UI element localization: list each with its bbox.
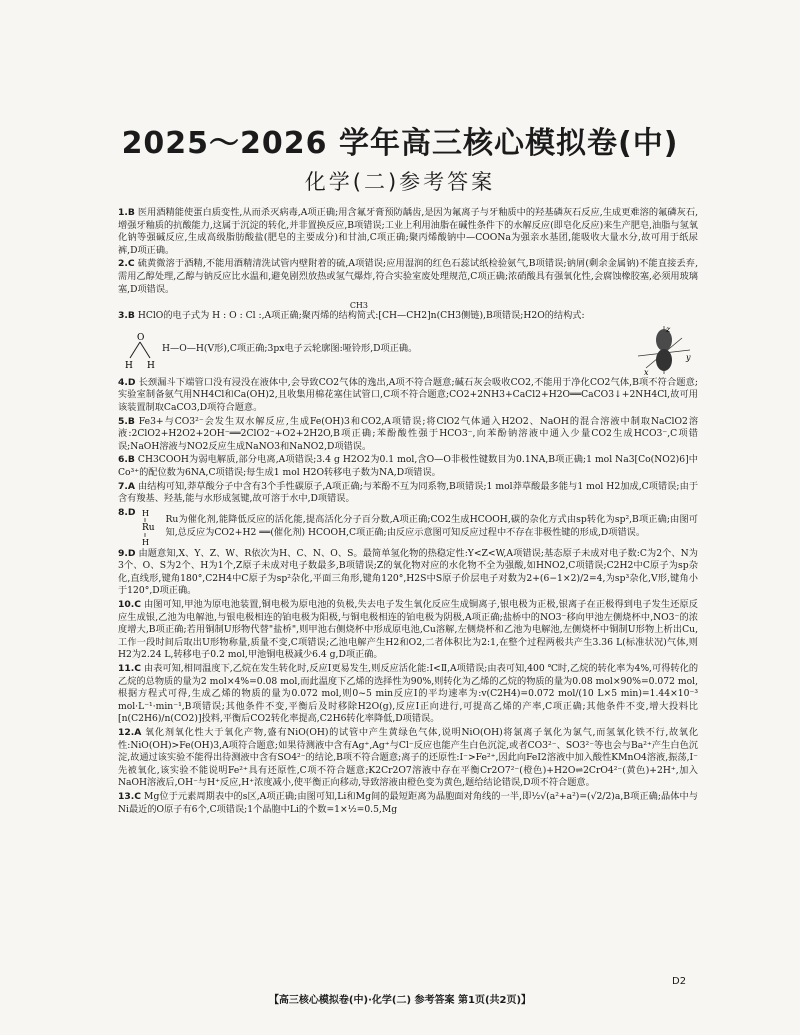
answer-item: 2.C 硫黄微溶于酒精,不能用酒精清洗试管内壁附着的硫,A项错误;应用湿润的红色石蕊试纸检验氨气,B项错误;钠屑(剩余金属钠)不能直接丢弃,需用乙醇处理,乙醇与钠反应比水温和,避免剧烈放热或氢气爆炸,符合实验室废处理规范,C项正确;浓硝酸具有强氧化性,会腐蚀橡胶塞,必须用玻璃塞,D项错误。	[118, 258, 698, 295]
h-atom-label: H	[141, 508, 149, 518]
z-axis-label: z	[666, 324, 671, 334]
water-structure-figure	[122, 328, 158, 372]
answer-item: 5.B Fe3+与CO3²⁻会发生双水解反应,生成Fe(OH)3和CO2,A项错误;将ClO2气体通入H2O2、NaOH的混合溶液中制取NaClO2溶液:2ClO2+H2O2+2OH⁻══2ClO2⁻+O2+2H2O,B项正确;苯酚酸性强于HCO3⁻,向苯酚钠溶液中通入少量CO2生成HCO3⁻,C项错误;NaOH溶液与NO2反应生成NaNO3和NaNO2,D项错误。	[118, 415, 699, 452]
answer-item: 1.B 医用酒精能使蛋白质变性,从而杀灭病毒,A项正确;用含氟牙膏预防龋齿,是因为氟离子与牙釉质中的羟基磷灰石反应,生成更难溶的氟磷灰石,增强牙釉质的抗酸能力,这属于沉淀的转化,并非置换反应,B项错误;工业上利用油脂在碱性条件下的水解反应(即皂化反应)来生产肥皂,油脂与氢氧化钠等强碱反应,生成高级脂肪酸盐(肥皂的主要成分)和甘油,C项正确;聚丙烯酸钠中—COONa为强亲水基团,能吸收大量水分,故可用于纸尿裤,D项正确。	[118, 207, 698, 256]
ru-complex-figure	[140, 507, 162, 547]
h-atom-label: H	[147, 360, 155, 371]
answer-item: 8.D H Ru H Ru为催化剂,能降低反应的活化能,提高活化分子百分数,A项正确;CO2生成HCOOH,碳的杂化方式由sp转化为sp²,B项正确;由图可知,总反应为CO2+H2 ══(催化剂) HCOOH,C项正确;由反应示意图可知反应过程中不存在非极性键的形成,D项错误。	[118, 506, 698, 547]
ch3-label: CH3	[349, 301, 368, 311]
h-atom-label: H	[141, 537, 149, 547]
answer-item: 12.A 氧化剂氧化性大于氧化产物,盛有NiO(OH)的试管中产生黄绿色气体,说明NiO(OH)将氯离子氧化为氯气,而氢氧化铁不行,故氧化性:NiO(OH)>Fe(OH)3,A项符合题意;如果待测液中含有Ag⁺,Ag⁺与Cl⁻反应也能产生白色沉淀,或者CO3²⁻、SO3²⁻等也会与Ba²⁺产生白色沉淀,故通过该实验不能得出待测液中含有SO4²⁻的结论,B项不符合题意;离子的还原性:I⁻>Fe²⁺,因此向FeI2溶液中加入酸性KMnO4溶液,振荡,I⁻先被氧化,该实验不能说明Fe²⁺具有还原性,C项不符合题意;K2Cr2O7溶液中存在平衡Cr2O7²⁻(橙色)+H2O⇌2CrO4²⁻(黄色)+2H⁺,加入NaOH溶液后,OH⁻与H⁺反应,H⁺浓度减小,使平衡正向移动,导致溶液由橙色变为黄色,题给结论错误,D项不符合题意。	[118, 727, 699, 789]
o-atom-label: O	[137, 332, 145, 343]
answer-item: 6.B CH3COOH为弱电解质,部分电离,A项错误;3.4 g H2O2为0.1 mol,含O—O非极性键数目为0.1NA,B项正确;1 mol Na3[Co(NO2)6]中Co³⁺的配位数为6NA,C项错误;每生成1 mol H2O转移电子数为NA,D项错误。	[118, 454, 698, 478]
ru-atom-label: Ru	[141, 522, 155, 533]
answer-item: 13.C Mg位于元素周期表中的s区,A项正确;由图可知,Li和Mg间的最短距离为晶胞面对角线的一半,即½√(a²+a²)=(√2/2)a,B项正确;晶体中与Ni最近的O原子有6个,C项错误;1个晶胞中Li的个数=1×½=0.5,Mg	[118, 790, 698, 815]
answer-item: 10.C 由图可知,甲池为原电池装置,铜电极为原电池的负极,失去电子发生氧化反应生成铜离子,银电极为正极,银离子在正极得到电子发生还原反应生成银,乙池为电解池,与银电极相连的铂电极为阳极,与铜电极相连的铂电极为阴极,A项正确;盐桥中的NO3⁻移向甲池左侧烧杯中,NO3⁻的浓度增大,B项正确;若用铜制U形物代替"盐桥",则甲池右侧烧杯中形成原电池,Cu溶解,左侧烧杯和乙池为电解池,左侧烧杯中铜制U形物上析出Cu,工作一段时间后取出U形物称量,质量不变,C项错误;乙池电解产生H2和O2,二者体积比为2:1,在整个过程两极共产生3.36 L(标准状况)气体,则H2为2.24 L,转移电子0.2 mol,甲池铜电极减少6.4 g,D项正确。	[118, 599, 698, 661]
h-atom-label: H	[125, 360, 133, 371]
p-orbital-figure	[634, 324, 694, 376]
y-axis-label: y	[686, 352, 691, 362]
page-title: 2025～2026 学年高三核心模拟卷(中)	[121, 126, 679, 161]
page-tag: D2	[672, 976, 687, 987]
answer-item: 11.C 由表可知,相同温度下,乙烷在发生转化时,反应Ⅰ更易发生,则反应活化能:Ⅰ<Ⅱ,A项错误;由表可知,400 ℃时,乙烷的转化率为4%,可得转化的乙烷的总物质的量为2 mol×4%=0.08 mol,而此温度下乙烯的选择性为90%,则转化为乙烯的乙烷的物质的量为0.08 mol×90%=0.072 mol,根据方程式可得,生成乙烯的物质的量为0.072 mol,则0~5 min反应Ⅰ的平均速率为:v(C2H4)=0.072 mol/(10 L×5 min)=1.44×10⁻³ mol·L⁻¹·min⁻¹,B项错误;其他条件不变,平衡后及时移除H2O(g),反应Ⅰ正向进行,可提高乙烯的产率,C项正确;其他条件不变,增大投料比[n(C2H6)/n(CO2)]投料,平衡后CO2转化率提高,C2H6转化率降低,D项错误。	[118, 663, 699, 725]
answer-item: 9.D 由题意知,X、Y、Z、W、R依次为H、C、N、O、S。最简单氢化物的热稳定性:Y<Z<W,A项错误;基态原子未成对电子数:C为2个、N为3个、O、S为2个、H为1个,Z原子未成对电子数最多,B项错误;Z的氧化物对应的水化物不全为强酸,如HNO2,C项错误;C2H2中C原子为sp杂化,直线形,键角180°,C2H4中C原子为sp²杂化,平面三角形,键角120°,H2S中S原子价层电子对数为2+(6−1×2)/2=4,为sp³杂化,V形,键角小于120°,D项正确。	[118, 547, 698, 597]
answer-item: 4.D 长颈漏斗下端管口没有浸没在液体中,会导致CO2气体的逸出,A项不符合题意;碱石灰会吸收CO2,不能用于净化CO2气体,B项不符合题意;实验室制备氨气用NH4Cl和Ca(OH)2,且收集用棉花塞住试管口,C项不符合题意;CO2+2NH3+CaCl2+H2O══CaCO3↓+2NH4Cl,故可用该装置制取CaCO3,D项符合题意。	[118, 376, 699, 413]
answer-item: CH3 3.B HClO的电子式为 H : O : Cl :,A项正确;聚丙烯的结构简式:[CH—CH2]n(CH3侧链),B项错误;H2O的结构式:	[118, 300, 698, 323]
answer-list	[118, 207, 698, 817]
answer-item: O H H H—O—H(V形),C项正确;3px电子云轮廓图:哑铃形,D项正确。 z x y	[118, 324, 698, 376]
x-axis-label: x	[644, 367, 649, 376]
page-footer: 【高三核心模拟卷(中)·化学(二) 参考答案 第1页(共2页)】	[268, 995, 532, 1006]
page-subtitle: 化学(二)参考答案	[304, 170, 496, 194]
answer-item: 7.A 由结构可知,莽草酸分子中含有3个手性碳原子,A项正确;与苯酚不互为同系物,B项错误;1 mol莽草酸最多能与1 mol H2加成,C项错误;由于含有羧基、羟基,能与水形成氢键,故可溶于水中,D项错误。	[118, 480, 699, 505]
